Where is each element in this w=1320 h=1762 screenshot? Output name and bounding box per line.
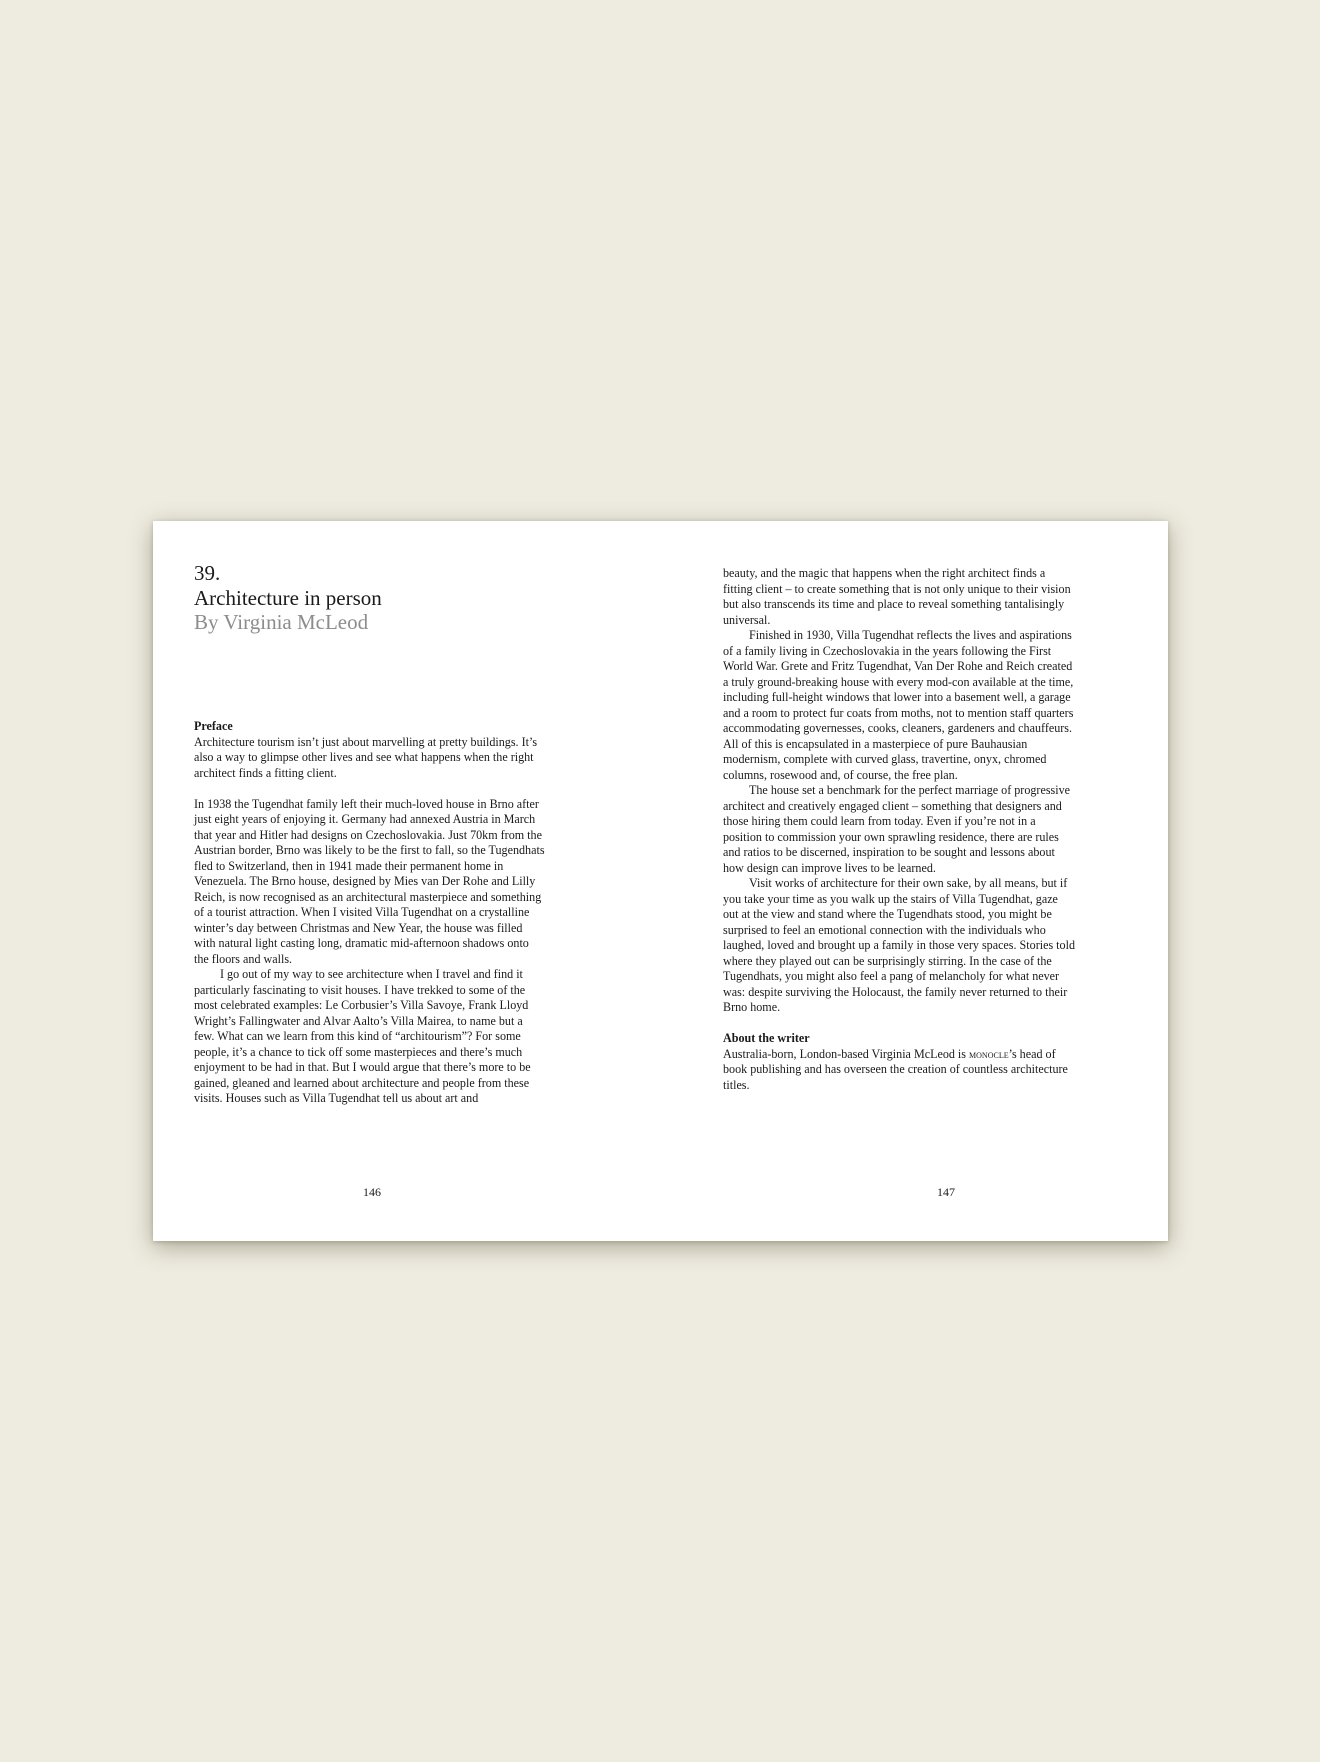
about-writer-text — [723, 1047, 1075, 1094]
chapter-title: Architecture in person — [194, 585, 382, 610]
brand-name: monocle — [969, 1046, 1009, 1061]
left-text-column — [194, 719, 546, 1107]
right-page — [660, 521, 1168, 1241]
preface-text: Architecture tourism isn’t just about marvelling at pretty buildings. It’s also a way to glimpse other lives and see what happens when the right architect finds a fitting client. — [194, 734, 538, 780]
body-paragraph-continued: beauty, and the magic that happens when the right architect finds a fitting client – to create something that is not only unique to their vision but also transcends its time and place to reveal something tantalisingly universal. — [723, 566, 1071, 627]
right-text-column — [723, 566, 1075, 1093]
author-byline: By Virginia McLeod — [194, 610, 369, 634]
paragraph-spacer — [723, 1016, 1075, 1032]
paragraph-spacer — [194, 781, 546, 797]
page-number-right: 147 — [937, 1185, 955, 1199]
body-paragraph-5: Visit works of architecture for their own sake, by all means, but if you take your time as you walk up the stairs of Villa Tugendhat, gaze out at the view and stand where the Tugendhats stood, you might be surprised to feel an emotional connection with the individuals who laughed, loved and brought up a family in those very spaces. Stories told where they played out can be surprisingly stirring. In the case of the Tugendhats, you might also feel a pang of melancholy for what never was: despite surviving the Holocaust, the family never returned to their Brno home. — [723, 876, 1075, 1014]
body-paragraph-3: Finished in 1930, Villa Tugendhat reflects the lives and aspirations of a family living in Czechoslovakia in the years following the First World War. Grete and Fritz Tugendhat, Van Der Rohe and Reich created a truly ground-breaking house with every mod-con available at the time, including full-height windows that lower into a basement well, a garage and a room to protect fur coats from moths, not to mention staff quarters accommodating governesses, cooks, cleaners, gardeners and chauffeurs. All of this is encapsulated in a masterpiece of pure Bauhausian modernism, complete with curved glass, travertine, onyx, chromed columns, rosewood and, of course, the free plan. — [723, 628, 1074, 782]
about-text-end: ’s head of book publishing and has overseen the creation of countless architecture titles. — [723, 1046, 1068, 1092]
chapter-number: 39. — [194, 561, 221, 585]
book-spread — [153, 521, 1168, 1241]
chapter-heading — [194, 561, 382, 635]
preface-heading: Preface — [194, 719, 233, 733]
body-paragraph-1: In 1938 the Tugendhat family left their much-loved house in Brno after just eight years of enjoying it. Germany had annexed Austria in March that year and Hitler had designs on Czechoslovakia. Just 70km from the Austrian border, Brno was likely to be the first to fall, so the Tugendhats fled to Switzerland, then in 1941 made their permanent home in Venezuela. The Brno house, designed by Mies van Der Rohe and Lilly Reich, is now recognised as an architectural masterpiece and something of a tourist attraction. When I visited Villa Tugendhat on a crystalline winter’s day between Christmas and New Year, the house was filled with natural light casting long, dramatic mid-afternoon shadows onto the floors and walls. — [194, 796, 545, 966]
body-paragraph-2: I go out of my way to see architecture when I travel and find it particularly fascinating to visit houses. I have trekked to some of the most celebrated examples: Le Corbusier’s Villa Savoye, Frank Lloyd Wright’s Fallingwater and Alvar Aalto’s Villa Mairea, to name but a few. What can we learn from this kind of “architourism”? For some people, it’s a chance to tick off some masterpieces and there’s much enjoyment to be had in that. But I would argue that there’s more to be gained, gleaned and learned about architecture and people from these visits. Houses such as Villa Tugendhat tell us about art and — [194, 967, 531, 1105]
left-page — [153, 521, 660, 1241]
about-text-start: Australia-born, London-based Virginia McLeod is — [723, 1046, 970, 1061]
page-number-left: 146 — [363, 1185, 381, 1199]
about-writer-heading: About the writer — [723, 1031, 810, 1045]
body-paragraph-4: The house set a benchmark for the perfect marriage of progressive architect and creatively engaged client – something that designers and those hiring them could learn from today. Even if you’re not in a position to commission your own sprawling residence, there are rules and ratios to be discerned, inspiration to be sought and lessons about how design can improve lives to be learned. — [723, 783, 1071, 875]
